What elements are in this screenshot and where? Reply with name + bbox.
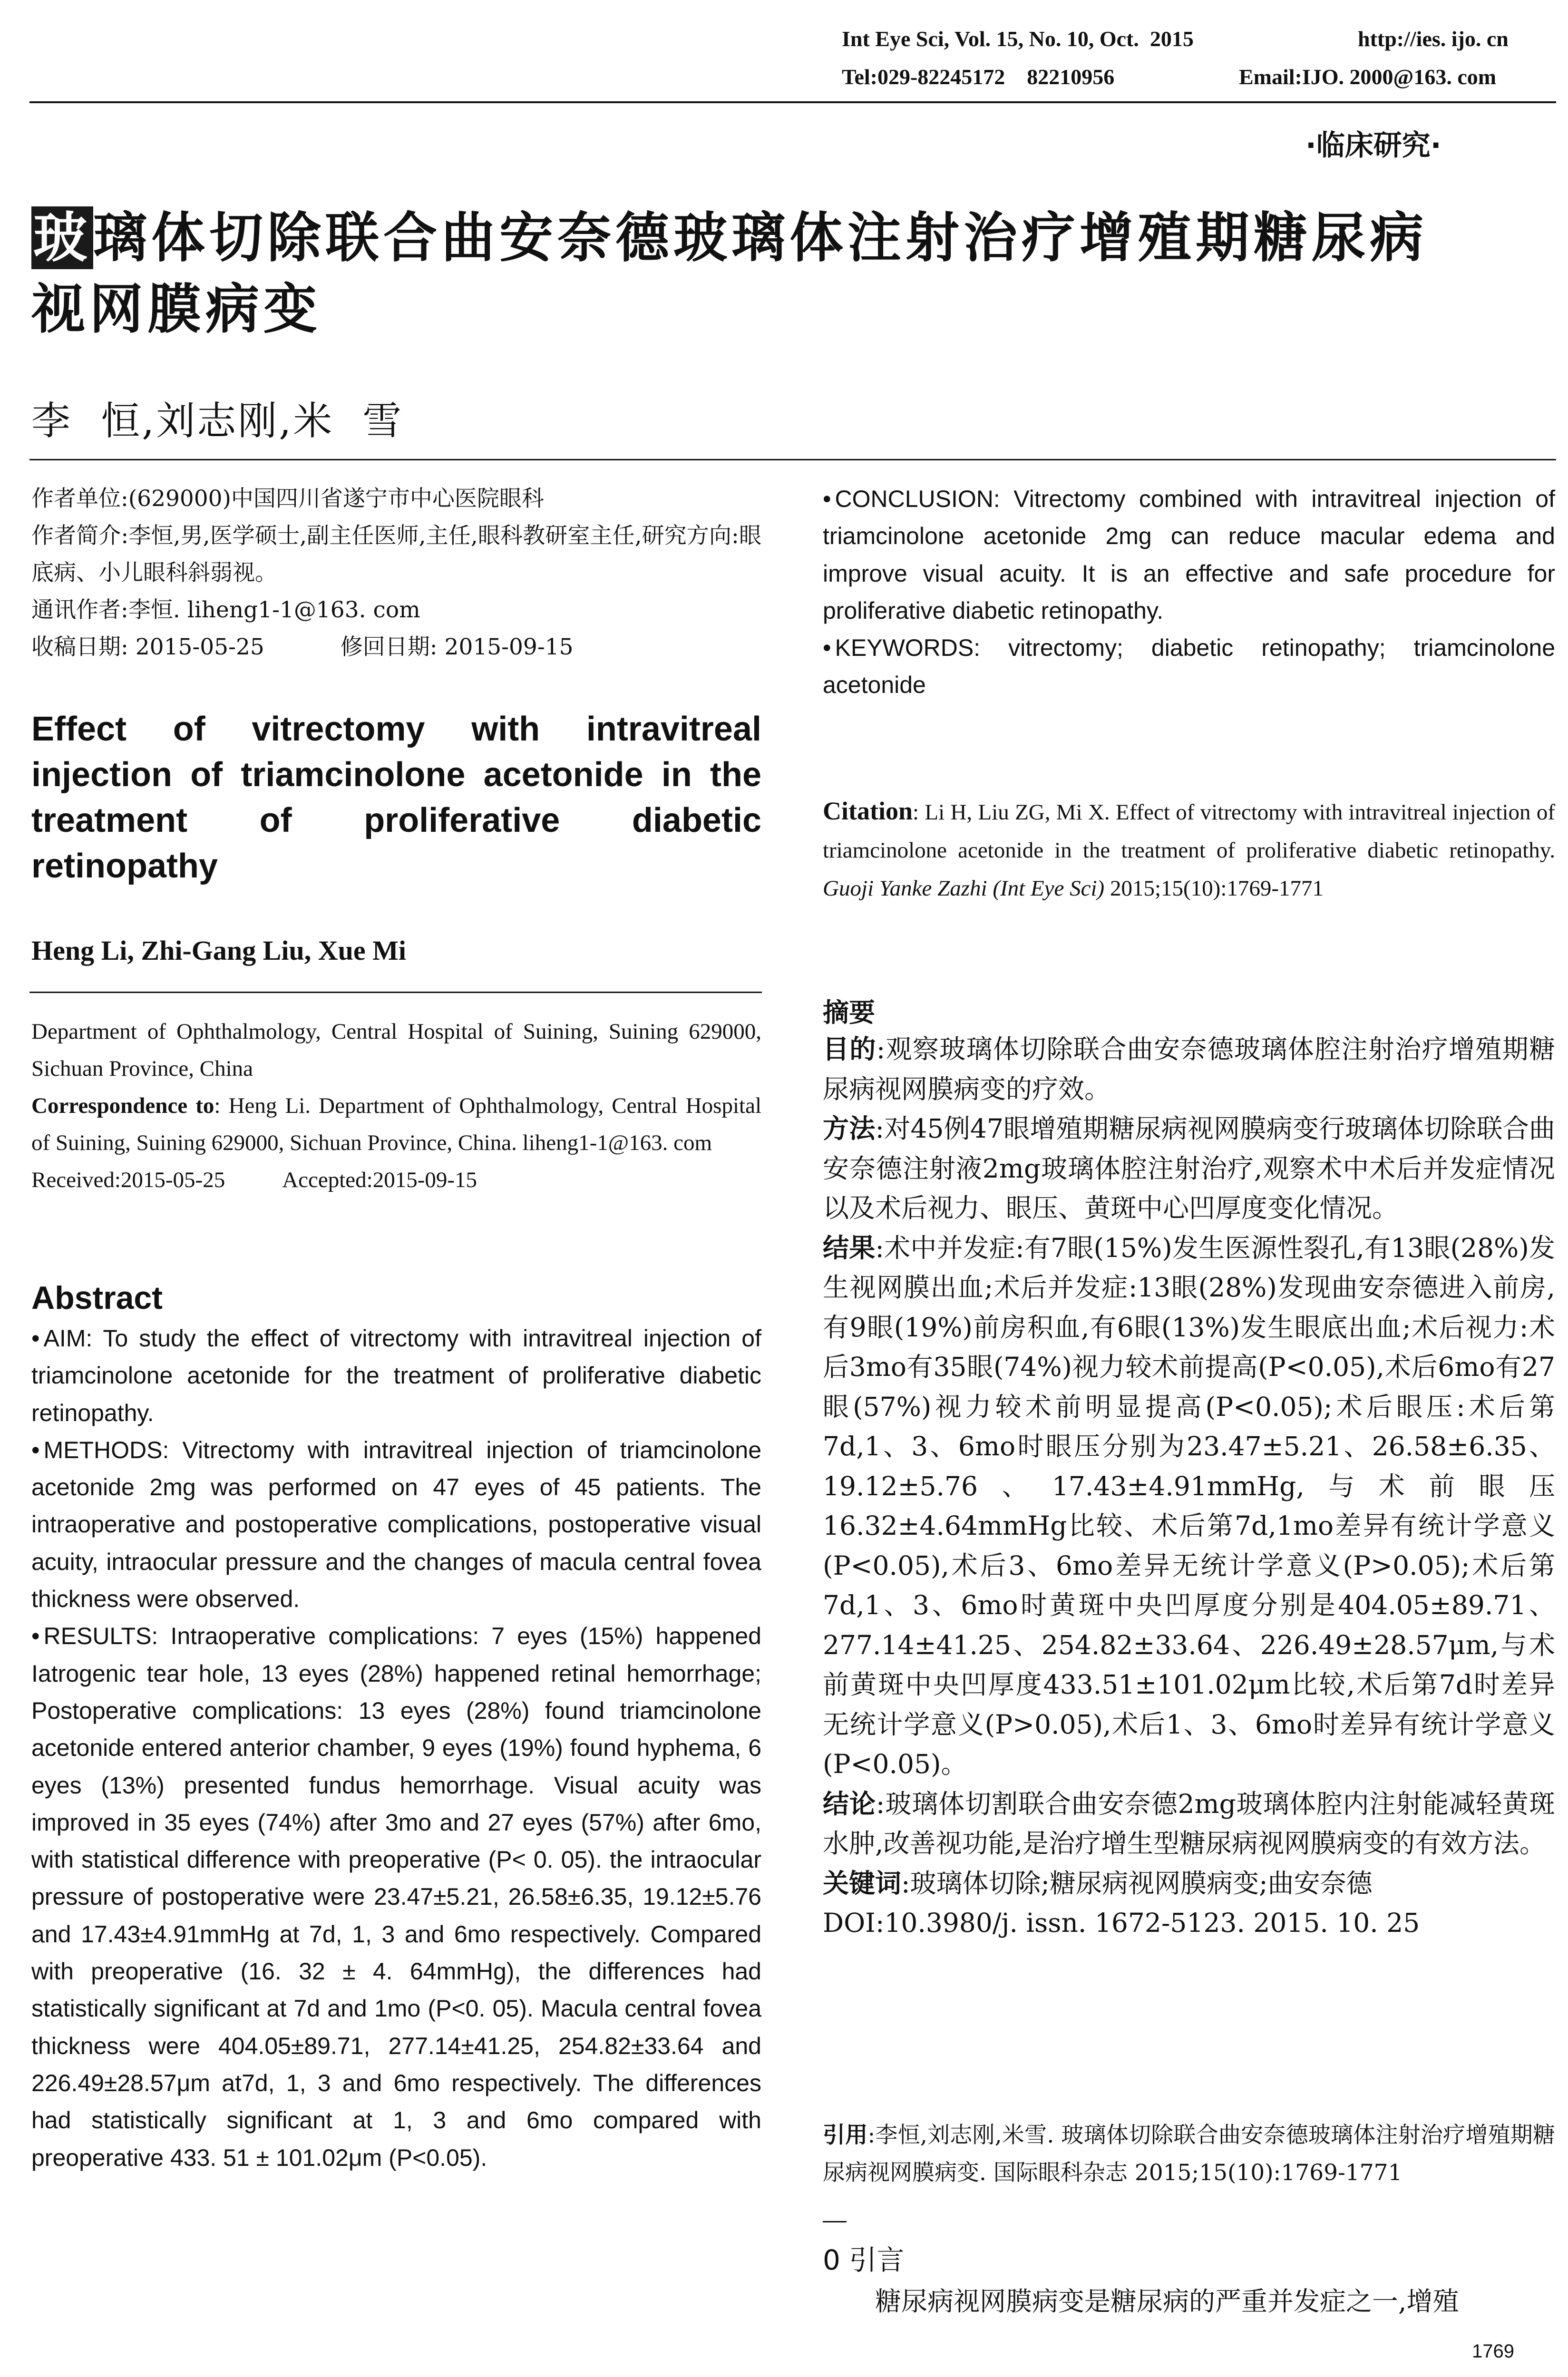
journal-header-line: Int Eye Sci, Vol. 15, No. 10, Oct. 2015 — [842, 27, 1194, 51]
department-block — [31, 1013, 761, 1198]
results-cn-label: 结果 — [823, 1232, 876, 1263]
header-rule — [29, 101, 1556, 103]
correspondence — [31, 1087, 761, 1161]
journal-email: Email:IJO. 2000@163. com — [1239, 65, 1497, 89]
citation-text: : Li H, Liu ZG, Mi X. Effect of vitrectomy with intravitreal injection of triamcinolone acetonide in the treatment of proliferative diabetic retinopathy. — [823, 800, 1555, 863]
conclusion-cn-label: 结论 — [823, 1788, 876, 1819]
intro-first-line: 糖尿病视网膜病变是糖尿病的严重并发症之一,增殖 — [875, 2286, 1459, 2317]
abstract-cn-keywords — [823, 1864, 1555, 1904]
citation-journal: Guoji Yanke Zazhi (Int Eye Sci) — [823, 876, 1105, 901]
footnote-divider — [823, 2221, 847, 2222]
received-date: 收稿日期: 2015-05-25 — [31, 634, 264, 660]
page-number: 1769 — [1472, 2341, 1514, 2362]
abstract-heading: Abstract — [31, 1280, 163, 1316]
dates — [31, 629, 761, 666]
conclusion-cn-text: :玻璃体切割联合曲安奈德2mg玻璃体腔内注射能减轻黄斑水肿,改善视功能,是治疗增生型糖尿病视网膜病变的有效方法。 — [823, 1788, 1555, 1859]
received-accepted — [31, 1161, 761, 1198]
aim-text: : To study the effect of vitrectomy with intravitreal injection of triamcinolone acetonide for the treatment of proliferative diabetic retinopathy. — [31, 1325, 761, 1426]
results-cn-text: :术中并发症:有7眼(15%)发生医源性裂孔,有13眼(28%)发生视网膜出血;术后并发症:13眼(28%)发现曲安奈德进入前房,有9眼(19%)前房积血,有6眼(13%)发生眼底出血;术后视力:术后3mo有35眼(74%)视力较术前提高(P<0.05),术后6mo有27眼(57%)视力较术前明显提高(P<0.05);术后眼压:术后第7d,1、3、6mo时眼压分别为23.47±5.21、26.58±6.35、19.12±5.76、17.43±4.91mmHg,与术前眼压16.32±4.64mmHg比较、术后第7d,1mo差异有统计学意义(P<0.05),术后3、6mo差异无统计学意义(P>0.05);术后第7d,1、3、6mo时黄斑中央凹厚度分别是404.05±89.71、277.14±41.25、254.82±33.64、226.49±28.57μm,与术前黄斑中央凹厚度433.51±101.02μm比较,术后第7d时差异无统计学意义(P>0.05),术后1、3、6mo时差异有统计学意义(P<0.05)。 — [823, 1232, 1555, 1779]
keywords-label: KEYWORDS — [835, 634, 974, 662]
abstract-en-body — [31, 1320, 761, 2176]
keywords-cn-label: 关键词 — [823, 1868, 902, 1899]
authors-en: Heng Li, Zhi-Gang Liu, Xue Mi — [31, 935, 406, 966]
abstract-conclusion: • CONCLUSION: Vitrectomy combined with intravitreal injection of triamcinolone acetonide 2mg can reduce macular edema and improve visual acuity. It is an effective and safe procedure for proliferative diabetic retinopathy. — [823, 486, 1555, 624]
title-first-char: 玻 — [31, 206, 93, 269]
conclusion-label: CONCLUSION — [835, 486, 993, 512]
intro-heading: 0 引言 — [823, 2244, 905, 2276]
journal-tel: Tel:029-82245172 82210956 — [842, 65, 1115, 89]
title-en: Effect of vitrectomy with intravitreal injection of triamcinolone acetonide in the treatment of proliferative diabetic retinopathy — [31, 710, 761, 885]
authors-en-rule — [29, 992, 762, 993]
aim-label: AIM — [43, 1325, 86, 1352]
methods-cn-label: 方法 — [823, 1113, 876, 1144]
abstract-results: • RESULTS: Intraoperative complications: 7 eyes (15%) happened Iatrogenic tear hole, 13 eyes (28%) happened retinal hemorrhage; Postoperative complications: 13 eyes (28%) found triamcinolone acetonide entered anterior chamber, 9 eyes (19%) found hyphema, 6 eyes (13%) presented fundus hemorrhage. Visual acuity was improved in 35 eyes (74%) after 3mo and 27 eyes (57%) after 6mo, with statistical difference with preoperative (P< 0. 05). the intraocular pressure of postoperative were 23.47±5.21, 26.58±6.35, 19.12±5.76 and 17.43±4.91mmHg at 7d, 1, 3 and 6mo respectively. Compared with preoperative (16. 32 ± 4. 64mmHg), the differences had statistically significant at 7d and 1mo (P<0. 05). Macula central fovea thickness were 404.05±89.71, 277.14±41.25, 254.82±33.64 and 226.49±28.57μm at7d, 1, 3 and 6mo respectively. The differences had statistically significant at 1, 3 and 6mo compared with preoperative 433. 51 ± 101.02μm (P<0.05). — [31, 1623, 761, 2171]
citation-cn-text: :李恒,刘志刚,米雪. 玻璃体切除联合曲安奈德玻璃体注射治疗增殖期糖尿病视网膜病变. 国际眼科杂志 2015;15(10):1769-1771 — [823, 2122, 1556, 2186]
conclusion-text: : Vitrectomy combined with intravitreal injection of triamcinolone acetonide 2mg can reduce macular edema and improve visual acuity. It is an effective and safe procedure for proliferative diabetic retinopathy. — [823, 486, 1555, 624]
received-en: Received:2015-05-25 — [31, 1168, 225, 1192]
title-cn-line1: 璃体切除联合曲安奈德玻璃体注射治疗增殖期糖尿病 — [93, 206, 1428, 269]
department: Department of Ophthalmology, Central Hospital of Suining, Suining 629000, Sichuan Province, China — [31, 1019, 761, 1081]
abstract-keywords: • KEYWORDS: vitrectomy; diabetic retinopathy; triamcinolone acetonide — [823, 634, 1555, 699]
abstract-cn-results — [823, 1228, 1555, 1784]
revised-date: 修回日期: 2015-09-15 — [340, 634, 574, 660]
authors-rule — [29, 459, 1556, 460]
abstract-cn-body — [823, 1030, 1555, 1943]
results-text: : Intraoperative complications: 7 eyes (15%) happened Iatrogenic tear hole, 13 eyes (28%) happened retinal hemorrhage; Postoperative complications: 13 eyes (28%) found triamcinolone acetonide entered anterior chamber, 9 eyes (19%) found hyphema, 6 eyes (13%) presented fundus hemorrhage. Visual acuity was improved in 35 eyes (74%) after 3mo and 27 eyes (57%) after 6mo, with statistical difference with preoperative (P< 0. 05). the intraocular pressure of postoperative were 23.47±5.21, 26.58±6.35, 19.12±5.76 and 17.43±4.91mmHg at 7d, 1, 3 and 6mo respectively. Compared with preoperative (16. 32 ± 4. 64mmHg), the differences had statistically significant at 7d and 1mo (P<0. 05). Macula central fovea thickness were 404.05±89.71, 277.14±41.25, 254.82±33.64 and 226.49±28.57μm at7d, 1, 3 and 6mo respectively. The differences had statistically significant at 1, 3 and 6mo compared with preoperative 433. 51 ± 101.02μm (P<0.05). — [31, 1623, 761, 2171]
methods-cn-text: :对45例47眼增殖期糖尿病视网膜病变行玻璃体切除联合曲安奈德注射液2mg玻璃体腔注射治疗,观察术中术后并发症情况以及术后视力、眼压、黄斑中心凹厚度变化情况。 — [823, 1113, 1555, 1223]
citation-tail: 2015;15(10):1769-1771 — [1104, 876, 1324, 901]
author-bio: 作者简介:李恒,男,医学硕士,副主任医师,主任,眼科教研室主任,研究方向:眼底病、小儿眼科斜弱视。 — [31, 523, 761, 586]
title-cn-line2: 视网膜病变 — [31, 278, 321, 341]
author-meta — [31, 480, 761, 666]
citation-label: Citation — [823, 797, 913, 825]
abstract-cn-methods — [823, 1109, 1555, 1228]
citation-cn — [823, 2116, 1555, 2192]
correspondence-label: Correspondence to — [31, 1093, 214, 1118]
title-cn — [31, 202, 1558, 345]
abstract-methods: • METHODS: Vitrectomy with intravitreal injection of triamcinolone acetonide 2mg was performed on 47 eyes of 45 patients. The intraoperative and postoperative complications, postoperative visual acuity, intraocular pressure and the changes of macula central fovea thickness were observed. — [31, 1436, 761, 1613]
aim-cn-text: :观察玻璃体切除联合曲安奈德玻璃体腔注射治疗增殖期糖尿病视网膜病变的疗效。 — [823, 1034, 1555, 1104]
doi: DOI:10.3980/j. issn. 1672-5123. 2015. 10. 25 — [823, 1908, 1420, 1938]
citation-cn-label: 引用 — [823, 2122, 868, 2148]
accepted-en: Accepted:2015-09-15 — [282, 1168, 477, 1192]
keywords-text: : vitrectomy; diabetic retinopathy; triamcinolone acetonide — [823, 634, 1555, 699]
authors-cn: 李 恒,刘志刚,米 雪 — [31, 399, 404, 444]
affiliation: 作者单位:(629000)中国四川省遂宁市中心医院眼科 — [31, 486, 544, 512]
abstract-cn-heading: 摘要 — [823, 997, 876, 1028]
corresponding-author: 通讯作者:李恒. liheng1-1@163. com — [31, 597, 420, 623]
abstract-aim: • AIM: To study the effect of vitrectomy with intravitreal injection of triamcinolone acetonide for the treatment of proliferative diabetic retinopathy. — [31, 1325, 761, 1426]
methods-label: METHODS — [43, 1436, 163, 1463]
methods-text: : Vitrectomy with intravitreal injection of triamcinolone acetonide 2mg was performed on 47 eyes of 45 patients. The intraoperative and postoperative complications, postoperative visual acuity, intraocular pressure and the changes of macula central fovea thickness were observed. — [31, 1436, 761, 1613]
journal-url: http://ies. ijo. cn — [1358, 27, 1509, 51]
citation-en — [823, 792, 1555, 907]
aim-cn-label: 目的 — [823, 1034, 877, 1064]
section-tag: ·临床研究· — [1305, 129, 1441, 162]
results-label: RESULTS — [43, 1623, 152, 1650]
abstract-cn-conclusion — [823, 1784, 1555, 1864]
abstract-cn-aim — [823, 1030, 1555, 1109]
correspondence-text: : Heng Li. Department of Ophthalmology, Central Hospital of Suining, Suining 629000, Sichuan Province, China. liheng1-1@163. com — [31, 1093, 761, 1155]
abstract-en-continued — [823, 480, 1555, 704]
keywords-cn-text: :玻璃体切除;糖尿病视网膜病变;曲安奈德 — [901, 1868, 1373, 1899]
